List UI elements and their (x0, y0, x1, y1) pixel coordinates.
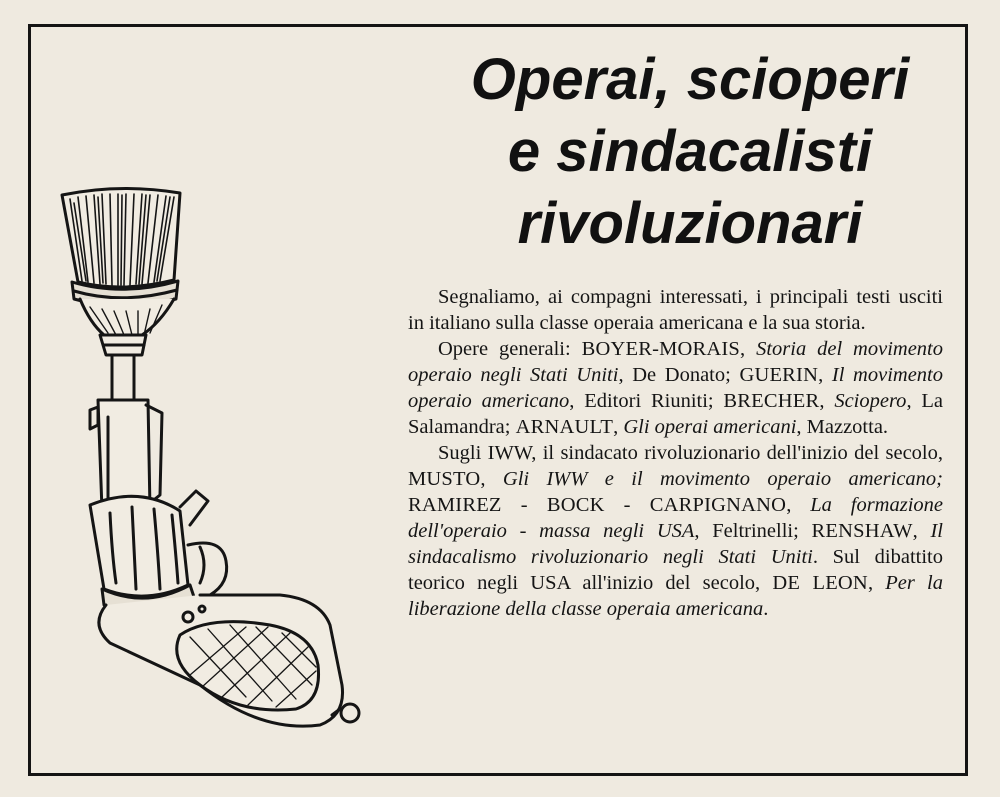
article-title (420, 44, 960, 260)
text-run: , (867, 572, 886, 594)
book-title: Per la liberazione della classe operaia americana (408, 572, 944, 620)
text-run: Sugli IWW, il sindacato rivoluzionario dell'inizio del secolo, (438, 442, 943, 464)
author-name: MUSTO (408, 468, 481, 490)
book-title: Gli operai americani (623, 416, 797, 438)
broom-revolver-icon (50, 185, 380, 750)
text-run: , (818, 364, 832, 386)
book-title: Storia del movimento operaio negli Stati Uniti (408, 338, 943, 386)
text-run: , Editori Riuniti; (569, 390, 724, 412)
author-name: DE LEON (772, 572, 868, 594)
author-name: ARNAULT (515, 416, 614, 438)
article-paragraph-iww (408, 440, 943, 622)
intro-text: Segnaliamo, ai compagni interessati, i principali testi usciti in italiano sulla classe operaia americana e la sua storia. (408, 286, 943, 334)
text-run: . Sul dibattito teorico negli USA all'inizio del secolo, (408, 546, 943, 594)
book-title: Il movimento operaio americano (408, 364, 943, 412)
author-name: RAMIREZ - BOCK - CARPIGNANO (408, 494, 787, 516)
text-run: , (912, 520, 931, 542)
article-paragraph-intro (408, 284, 943, 336)
book-title: Gli IWW e il movimento operaio americano; (502, 468, 944, 490)
text-run: , La Salamandra; (408, 390, 943, 438)
book-title: Il sindacalismo rivoluzionario negli Stati Uniti (408, 520, 943, 568)
article-paragraph-general-works (408, 336, 943, 440)
author-name: BOYER-MORAIS (581, 338, 741, 360)
author-name: RENSHAW (811, 520, 913, 542)
author-name: GUERIN (739, 364, 819, 386)
text-run: . (763, 598, 769, 620)
title-line-3: rivoluzionari (517, 191, 863, 256)
text-run: , (740, 338, 757, 360)
author-name: BRECHER (723, 390, 820, 412)
book-title: Sciopero (834, 390, 907, 412)
text-run: , Feltrinelli; (694, 520, 812, 542)
text-run: , (480, 468, 503, 490)
text-run: , Mazzotta. (796, 416, 889, 438)
article-body (408, 284, 943, 622)
title-line-2: e sindacalisti (507, 119, 873, 184)
text-run: Opere generali: (438, 338, 582, 360)
title-line-1: Operai, scioperi (470, 47, 910, 112)
text-run: , De Donato; (618, 364, 740, 386)
text-run: , (786, 494, 811, 516)
book-title: La formazione dell'operaio - massa negli USA (408, 494, 944, 542)
text-run: , (819, 390, 835, 412)
text-run: , (613, 416, 624, 438)
